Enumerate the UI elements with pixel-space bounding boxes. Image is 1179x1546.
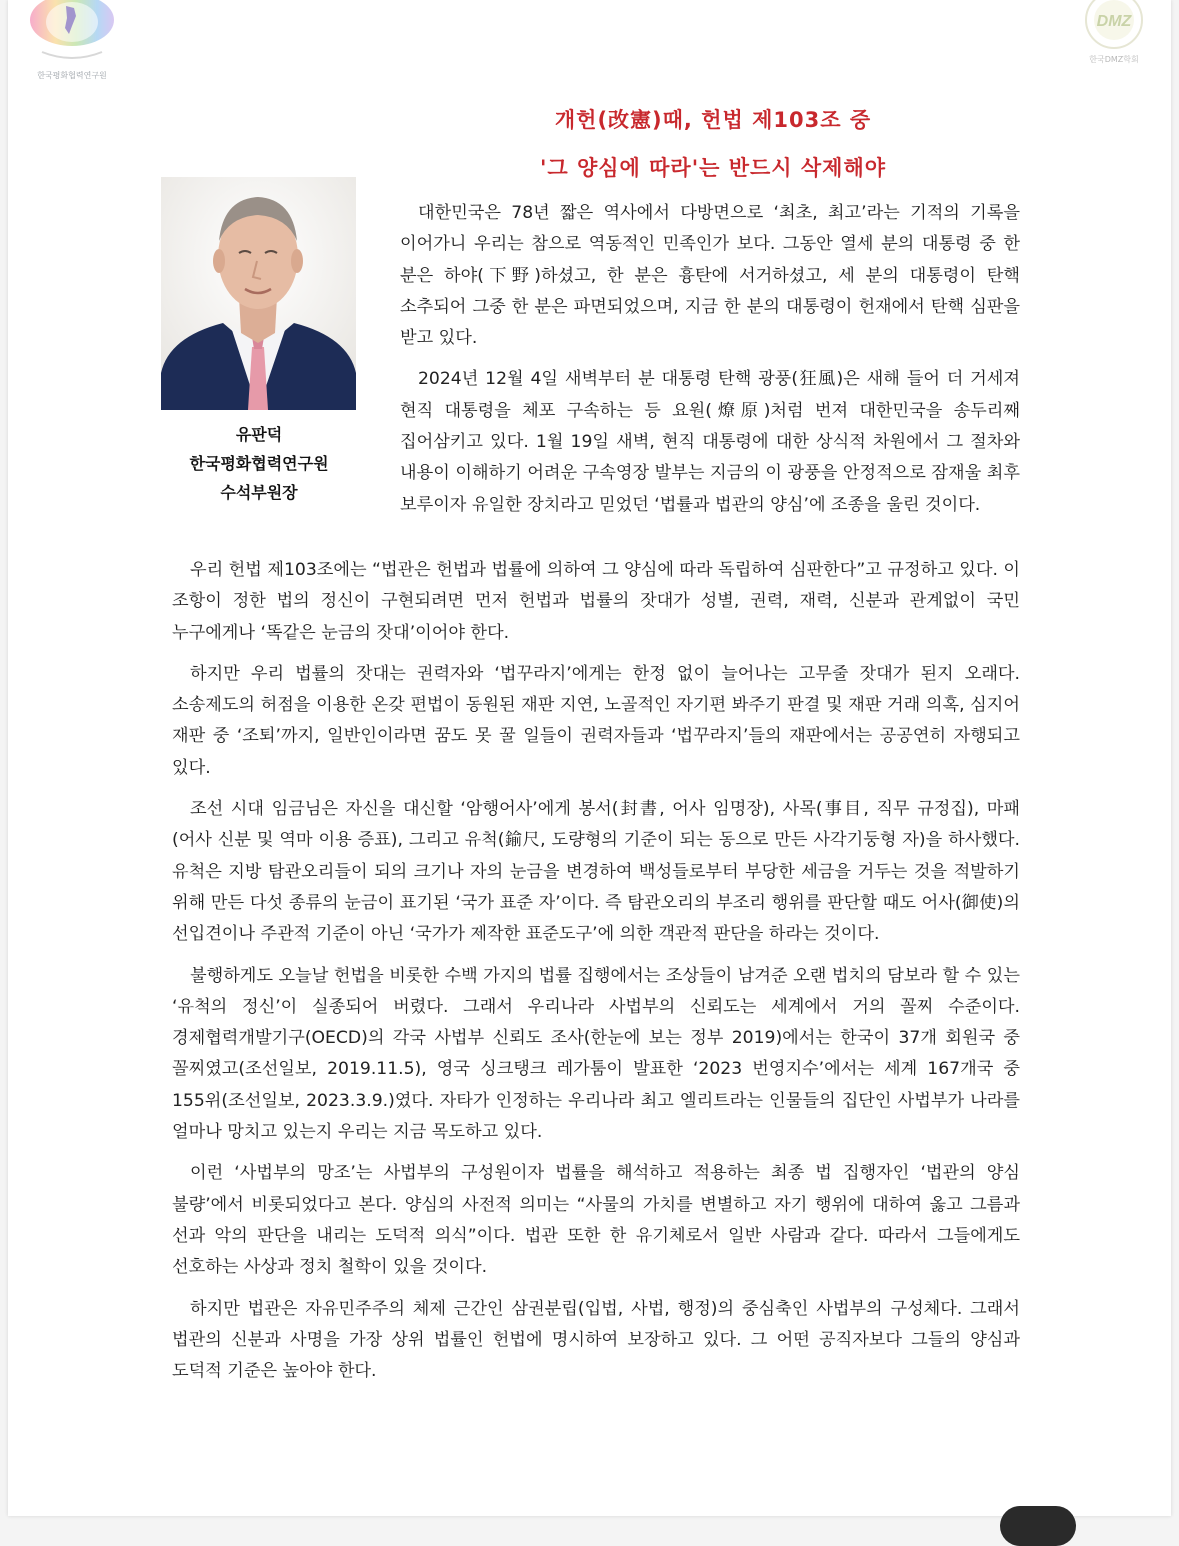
institute-emblem-icon	[22, 0, 122, 70]
paragraph: 조선 시대 임금님은 자신을 대신할 ‘암행어사’에게 봉서(封書, 어사 임명장), 사목(事目, 직무 규정집), 마패(어사 신분 및 역마 이용 증표), 그리고 유척(鍮尺, 도량형의 기준이 되는 동으로 만든 사각기둥형 자)을 하사했다. 유척은 지방 탐관오리들이 되의 크기나 자의 눈금을 변경하여 백성들로부터 부당한 세금을 거두는 것을 적발하기 위해 만든 다섯 종류의 눈금이 표기된 ‘국가 표준 자’이다. 즉 탐관오리의 부조리 행위를 판단할 때도 어사(御使)의 선입견이나 주관적 기준이 아닌 ‘국가가 제작한 표준도구’에 의한 객관적 판단을 하라는 것이다.	[172, 799, 1020, 945]
author-photo	[161, 177, 356, 410]
article-title-line-1: 개헌(改憲)때, 헌법 제103조 중	[554, 108, 872, 132]
article-body	[172, 555, 1020, 1397]
paragraph: 하지만 우리 법률의 잣대는 권력자와 ‘법꾸라지’에게는 한정 없이 늘어나는 고무줄 잣대가 된지 오래다. 소송제도의 허점을 이용한 온갖 편법이 동원된 재판 지연, 노골적인 자기편 봐주기 판결 및 재판 거래 의혹, 심지어 재판 중 ‘조퇴’까지, 일반인이라면 꿈도 못 꿀 일들이 권력자들과 ‘법꾸라지’들의 재판에서는 공공연히 자행되고 있다.	[172, 663, 1020, 778]
paragraph: 대한민국은 78년 짧은 역사에서 다방면으로 ‘최초, 최고’라는 기적의 기록을 이어가니 우리는 참으로 역동적인 민족인가 보다. 그동안 열세 분의 대통령 중 한 분은 하야(下野)하셨고, 한 분은 흉탄에 서거하셨고, 세 분의 대통령이 탄핵 소추되어 그중 한 분은 파면되었으며, 지금 한 분의 대통령이 헌재에서 탄핵 심판을 받고 있다.	[400, 203, 1020, 349]
paragraph: 하지만 법관은 자유민주주의 체제 근간인 삼권분립(입법, 사법, 행정)의 중심축인 사법부의 구성체다. 그래서 법관의 신분과 사명을 가장 상위 법률인 헌법에 명시하여 보장하고 있다. 그 어떤 공직자보다 그들의 양심과 도덕적 기준은 높아야 한다.	[172, 1298, 1020, 1382]
author-organization: 한국평화협력연구원	[189, 454, 329, 473]
paragraph: 불행하게도 오늘날 헌법을 비롯한 수백 가지의 법률 집행에서는 조상들이 남겨준 오랜 법치의 담보라 할 수 있는 ‘유척의 정신’이 실종되어 버렸다. 그래서 우리나라 사법부의 신뢰도는 세계에서 거의 꼴찌 수준이다. 경제협력개발기구(OECD)의 각국 사법부 신뢰도 조사(한눈에 보는 정부 2019)에서는 한국이 37개 회원국 중 꼴찌였고(조선일보, 2019.11.5), 영국 싱크탱크 레가툼이 발표한 ‘2023 번영지수’에서는 세계 167개국 중 155위(조선일보, 2023.3.9.)였다. 자타가 인정하는 우리나라 최고 엘리트라는 인물들의 집단인 사법부가 나라를 얼마나 망치고 있는지 우리는 지금 목도하고 있다.	[172, 965, 1020, 1143]
paragraph: 이런 ‘사법부의 망조’는 사법부의 구성원이자 법률을 해석하고 적용하는 최종 법 집행자인 ‘법관의 양심 불량’에서 비롯되었다고 본다. 양심의 사전적 의미는 “사물의 가치를 변별하고 자기 행위에 대하여 옳고 그름과 선과 악의 판단을 내리는 도덕적 의식”이다. 법관 또한 한 유기체로서 일반 사람과 같다. 따라서 그들에게도 선호하는 사상과 정치 철학이 있을 것이다.	[172, 1163, 1020, 1278]
author-name: 유판덕	[235, 425, 283, 444]
institute-logo-caption: 한국평화협력연구원	[37, 71, 107, 80]
dmz-logo-text: DMZ	[1096, 13, 1132, 30]
paragraph: 우리 헌법 제103조에는 “법관은 헌법과 법률에 의하여 그 양심에 따라 독립하여 심판한다”고 규정하고 있다. 이 조항이 정한 법의 정신이 구현되려면 먼저 헌법과 법률의 잣대가 성별, 권력, 재력, 신분과 관계없이 국민 누구에게나 ‘똑같은 눈금의 잣대’이어야 한다.	[172, 560, 1020, 643]
article-body-top	[400, 198, 1020, 531]
dmz-emblem-icon	[1066, 0, 1162, 54]
floating-scroll-handle[interactable]	[1000, 1506, 1076, 1546]
dmz-society-logo	[1066, 0, 1162, 70]
dmz-logo-caption: 한국DMZ학회	[1089, 55, 1139, 64]
author-position: 수석부원장	[220, 483, 298, 502]
paragraph: 2024년 12월 4일 새벽부터 분 대통령 탄핵 광풍(狂風)은 새해 들어 더 거세져 현직 대통령을 체포 구속하는 등 요원(燎原)처럼 번져 대한민국을 송두리째 집어삼키고 있다. 1월 19일 새벽, 현직 대통령에 대한 상식적 차원에서 그 절차와 내용이 이해하기 어려운 구속영장 발부는 지금의 이 광풍을 안정적으로 잠재울 최후 보루이자 유일한 장치라고 믿었던 ‘법률과 법관의 양심’에 조종을 울린 것이다.	[400, 369, 1020, 515]
document-page	[8, 0, 1171, 1516]
article-title-line-2: '그 양심에 따라'는 반드시 삭제해야	[539, 156, 887, 180]
institute-logo	[22, 0, 122, 86]
